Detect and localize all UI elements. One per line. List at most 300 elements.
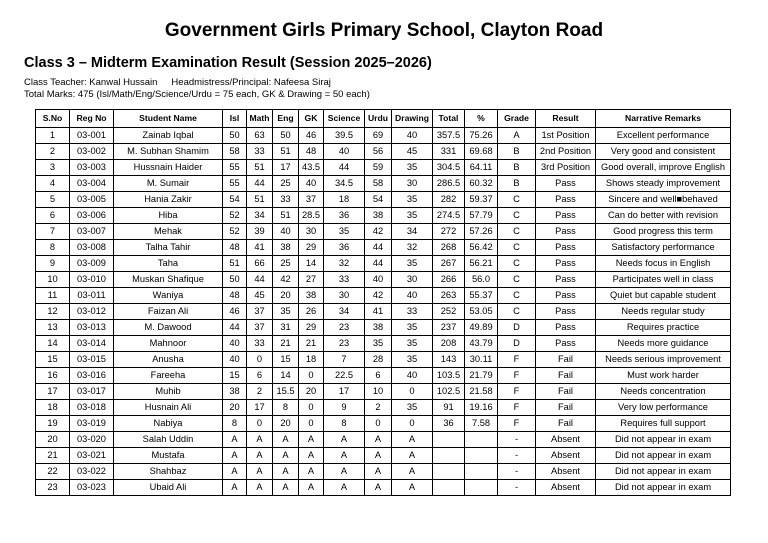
cell-student-name: Waniya <box>114 288 223 304</box>
class-teacher: Class Teacher: Kanwal Hussain <box>24 77 158 88</box>
cell-sno: 23 <box>36 480 70 496</box>
cell-remarks: Needs concentration <box>596 384 731 400</box>
cell-result: Pass <box>536 224 596 240</box>
cell-reg-no: 03-021 <box>70 448 114 464</box>
cell-reg-no: 03-013 <box>70 320 114 336</box>
cell-isl: 55 <box>223 176 247 192</box>
cell-percent: 21.58 <box>465 384 498 400</box>
cell-remarks: Requires practice <box>596 320 731 336</box>
cell-science: 30 <box>324 288 365 304</box>
cell-sno: 6 <box>36 208 70 224</box>
cell-urdu: 38 <box>365 208 392 224</box>
cell-percent: 56.21 <box>465 256 498 272</box>
cell-student-name: Anusha <box>114 352 223 368</box>
cell-total <box>433 432 465 448</box>
cell-math: 33 <box>247 336 273 352</box>
total-marks-note: Total Marks: 475 (Isl/Math/Eng/Science/Urdu = 75 each, GK & Drawing = 50 each) <box>24 89 370 100</box>
table-row <box>36 448 731 464</box>
cell-urdu: 56 <box>365 144 392 160</box>
cell-science: 34 <box>324 304 365 320</box>
cell-eng: 15 <box>273 352 299 368</box>
cell-student-name: Faizan Ali <box>114 304 223 320</box>
cell-urdu: 59 <box>365 160 392 176</box>
cell-drawing: 40 <box>392 288 433 304</box>
header-row <box>36 110 731 128</box>
cell-reg-no: 03-019 <box>70 416 114 432</box>
cell-urdu: A <box>365 480 392 496</box>
cell-percent: 60.32 <box>465 176 498 192</box>
column-header-drawing: Drawing <box>392 110 433 128</box>
cell-grade: C <box>498 288 536 304</box>
cell-sno: 20 <box>36 432 70 448</box>
table-row <box>36 176 731 192</box>
cell-reg-no: 03-004 <box>70 176 114 192</box>
cell-gk: 20 <box>299 384 324 400</box>
cell-urdu: 38 <box>365 320 392 336</box>
cell-drawing: 35 <box>392 400 433 416</box>
cell-percent: 57.26 <box>465 224 498 240</box>
cell-math: 17 <box>247 400 273 416</box>
cell-gk: 46 <box>299 128 324 144</box>
cell-grade: C <box>498 224 536 240</box>
cell-drawing: A <box>392 464 433 480</box>
cell-drawing: A <box>392 432 433 448</box>
table-row <box>36 416 731 432</box>
cell-drawing: 35 <box>392 160 433 176</box>
cell-result: Absent <box>536 432 596 448</box>
cell-gk: 28.5 <box>299 208 324 224</box>
column-header-student-name: Student Name <box>114 110 223 128</box>
cell-student-name: Husnain Ali <box>114 400 223 416</box>
cell-remarks: Must work harder <box>596 368 731 384</box>
cell-reg-no: 03-009 <box>70 256 114 272</box>
cell-eng: 25 <box>273 176 299 192</box>
cell-eng: 50 <box>273 128 299 144</box>
cell-drawing: 30 <box>392 272 433 288</box>
cell-remarks: Quiet but capable student <box>596 288 731 304</box>
table-row <box>36 144 731 160</box>
cell-math: 44 <box>247 176 273 192</box>
cell-student-name: Taha <box>114 256 223 272</box>
cell-science: A <box>324 464 365 480</box>
cell-percent <box>465 464 498 480</box>
column-header-math: Math <box>247 110 273 128</box>
cell-gk: 0 <box>299 368 324 384</box>
exam-title: Class 3 – Midterm Examination Result (Session 2025–2026) <box>24 55 432 71</box>
cell-urdu: 58 <box>365 176 392 192</box>
cell-isl: 54 <box>223 192 247 208</box>
results-body <box>36 128 731 496</box>
table-row <box>36 320 731 336</box>
cell-percent: 49.89 <box>465 320 498 336</box>
cell-total: 274.5 <box>433 208 465 224</box>
table-row <box>36 368 731 384</box>
column-header-remarks: Narrative Remarks <box>596 110 731 128</box>
cell-eng: 8 <box>273 400 299 416</box>
cell-reg-no: 03-022 <box>70 464 114 480</box>
cell-student-name: Muskan Shafique <box>114 272 223 288</box>
cell-reg-no: 03-008 <box>70 240 114 256</box>
cell-eng: 21 <box>273 336 299 352</box>
cell-result: Pass <box>536 304 596 320</box>
cell-grade: B <box>498 176 536 192</box>
cell-drawing: 35 <box>392 336 433 352</box>
cell-result: Absent <box>536 480 596 496</box>
cell-result: Pass <box>536 336 596 352</box>
staff-line <box>24 77 331 88</box>
cell-student-name: Mustafa <box>114 448 223 464</box>
cell-total: 91 <box>433 400 465 416</box>
cell-eng: 31 <box>273 320 299 336</box>
cell-gk: 37 <box>299 192 324 208</box>
cell-total: 252 <box>433 304 465 320</box>
table-row <box>36 352 731 368</box>
cell-total: 357.5 <box>433 128 465 144</box>
cell-drawing: 40 <box>392 368 433 384</box>
cell-isl: A <box>223 432 247 448</box>
cell-isl: 52 <box>223 208 247 224</box>
cell-remarks: Very good and consistent <box>596 144 731 160</box>
cell-percent: 21.79 <box>465 368 498 384</box>
cell-percent: 19.16 <box>465 400 498 416</box>
cell-result: 3rd Position <box>536 160 596 176</box>
cell-grade: F <box>498 400 536 416</box>
column-header-isl: Isl <box>223 110 247 128</box>
cell-urdu: 0 <box>365 416 392 432</box>
cell-reg-no: 03-003 <box>70 160 114 176</box>
cell-remarks: Shows steady improvement <box>596 176 731 192</box>
cell-total <box>433 480 465 496</box>
cell-student-name: Hania Zakir <box>114 192 223 208</box>
cell-student-name: Fareeha <box>114 368 223 384</box>
cell-math: A <box>247 480 273 496</box>
cell-reg-no: 03-010 <box>70 272 114 288</box>
cell-science: 18 <box>324 192 365 208</box>
cell-grade: C <box>498 192 536 208</box>
table-row <box>36 224 731 240</box>
column-header-reg-no: Reg No <box>70 110 114 128</box>
cell-isl: 48 <box>223 240 247 256</box>
cell-remarks: Did not appear in exam <box>596 480 731 496</box>
cell-total: 267 <box>433 256 465 272</box>
cell-science: 23 <box>324 320 365 336</box>
cell-student-name: M. Dawood <box>114 320 223 336</box>
cell-science: A <box>324 448 365 464</box>
cell-result: Fail <box>536 384 596 400</box>
cell-drawing: 32 <box>392 240 433 256</box>
cell-grade: F <box>498 368 536 384</box>
cell-result: 1st Position <box>536 128 596 144</box>
cell-urdu: 40 <box>365 272 392 288</box>
table-row <box>36 208 731 224</box>
cell-urdu: 42 <box>365 224 392 240</box>
table-row <box>36 240 731 256</box>
cell-science: 39.5 <box>324 128 365 144</box>
cell-total: 103.5 <box>433 368 465 384</box>
cell-gk: 26 <box>299 304 324 320</box>
cell-reg-no: 03-016 <box>70 368 114 384</box>
cell-remarks: Excellent performance <box>596 128 731 144</box>
cell-result: Pass <box>536 288 596 304</box>
cell-student-name: Salah Uddin <box>114 432 223 448</box>
cell-isl: 44 <box>223 320 247 336</box>
cell-science: 17 <box>324 384 365 400</box>
cell-gk: A <box>299 464 324 480</box>
cell-total: 102.5 <box>433 384 465 400</box>
cell-grade: C <box>498 304 536 320</box>
cell-student-name: M. Subhan Shamim <box>114 144 223 160</box>
cell-isl: 50 <box>223 272 247 288</box>
cell-student-name: Mahnoor <box>114 336 223 352</box>
cell-total: 304.5 <box>433 160 465 176</box>
table-row <box>36 464 731 480</box>
cell-math: 34 <box>247 208 273 224</box>
table-row <box>36 288 731 304</box>
cell-total: 36 <box>433 416 465 432</box>
cell-gk: 48 <box>299 144 324 160</box>
cell-student-name: Shahbaz <box>114 464 223 480</box>
cell-gk: 40 <box>299 176 324 192</box>
cell-isl: 15 <box>223 368 247 384</box>
cell-sno: 18 <box>36 400 70 416</box>
cell-percent <box>465 448 498 464</box>
table-row <box>36 128 731 144</box>
cell-math: 33 <box>247 144 273 160</box>
school-name: Government Girls Primary School, Clayton Road <box>164 20 604 41</box>
cell-math: 0 <box>247 352 273 368</box>
cell-result: Fail <box>536 352 596 368</box>
table-row <box>36 304 731 320</box>
cell-grade: C <box>498 272 536 288</box>
cell-isl: 55 <box>223 160 247 176</box>
table-row <box>36 256 731 272</box>
cell-grade: - <box>498 480 536 496</box>
cell-sno: 21 <box>36 448 70 464</box>
cell-gk: 29 <box>299 240 324 256</box>
cell-result: Pass <box>536 240 596 256</box>
cell-eng: A <box>273 480 299 496</box>
table-row <box>36 192 731 208</box>
cell-remarks: Sincere and well■behaved <box>596 192 731 208</box>
cell-total: 331 <box>433 144 465 160</box>
column-header-gk: GK <box>299 110 324 128</box>
cell-remarks: Needs focus in English <box>596 256 731 272</box>
cell-math: 66 <box>247 256 273 272</box>
cell-urdu: 28 <box>365 352 392 368</box>
cell-isl: 40 <box>223 352 247 368</box>
column-header-sno: S.No <box>36 110 70 128</box>
cell-eng: A <box>273 448 299 464</box>
cell-sno: 7 <box>36 224 70 240</box>
cell-student-name: Mehak <box>114 224 223 240</box>
cell-urdu: 69 <box>365 128 392 144</box>
cell-sno: 22 <box>36 464 70 480</box>
cell-isl: A <box>223 464 247 480</box>
cell-percent: 43.79 <box>465 336 498 352</box>
cell-percent: 75.26 <box>465 128 498 144</box>
cell-math: 39 <box>247 224 273 240</box>
cell-remarks: Did not appear in exam <box>596 448 731 464</box>
cell-percent: 7.58 <box>465 416 498 432</box>
cell-reg-no: 03-012 <box>70 304 114 320</box>
table-row <box>36 384 731 400</box>
cell-remarks: Requires full support <box>596 416 731 432</box>
cell-total: 286.5 <box>433 176 465 192</box>
cell-math: A <box>247 432 273 448</box>
cell-sno: 16 <box>36 368 70 384</box>
cell-isl: 51 <box>223 256 247 272</box>
cell-isl: 50 <box>223 128 247 144</box>
cell-grade: - <box>498 432 536 448</box>
cell-remarks: Good overall, improve English <box>596 160 731 176</box>
cell-percent: 59.37 <box>465 192 498 208</box>
cell-total: 263 <box>433 288 465 304</box>
cell-result: Pass <box>536 320 596 336</box>
cell-remarks: Needs regular study <box>596 304 731 320</box>
cell-eng: 38 <box>273 240 299 256</box>
cell-math: 41 <box>247 240 273 256</box>
cell-result: Absent <box>536 464 596 480</box>
cell-grade: - <box>498 448 536 464</box>
cell-math: 37 <box>247 304 273 320</box>
cell-science: 36 <box>324 240 365 256</box>
cell-reg-no: 03-006 <box>70 208 114 224</box>
column-header-urdu: Urdu <box>365 110 392 128</box>
cell-student-name: Hussnain Haider <box>114 160 223 176</box>
cell-result: Pass <box>536 256 596 272</box>
cell-grade: F <box>498 352 536 368</box>
cell-science: 22.5 <box>324 368 365 384</box>
cell-urdu: 42 <box>365 288 392 304</box>
cell-sno: 17 <box>36 384 70 400</box>
column-header-eng: Eng <box>273 110 299 128</box>
cell-student-name: Ubaid Ali <box>114 480 223 496</box>
cell-total <box>433 448 465 464</box>
cell-gk: 38 <box>299 288 324 304</box>
cell-science: 40 <box>324 144 365 160</box>
cell-remarks: Can do better with revision <box>596 208 731 224</box>
cell-sno: 13 <box>36 320 70 336</box>
cell-urdu: A <box>365 448 392 464</box>
cell-drawing: 35 <box>392 208 433 224</box>
cell-grade: F <box>498 384 536 400</box>
cell-math: 2 <box>247 384 273 400</box>
cell-drawing: 0 <box>392 384 433 400</box>
cell-result: Pass <box>536 208 596 224</box>
cell-urdu: 2 <box>365 400 392 416</box>
cell-science: 35 <box>324 224 365 240</box>
cell-drawing: 30 <box>392 176 433 192</box>
cell-isl: 8 <box>223 416 247 432</box>
cell-eng: 25 <box>273 256 299 272</box>
cell-grade: A <box>498 128 536 144</box>
cell-gk: A <box>299 480 324 496</box>
cell-urdu: 6 <box>365 368 392 384</box>
cell-eng: 40 <box>273 224 299 240</box>
cell-result: Pass <box>536 176 596 192</box>
cell-eng: A <box>273 432 299 448</box>
cell-math: 51 <box>247 160 273 176</box>
cell-result: Fail <box>536 416 596 432</box>
column-header-percent: % <box>465 110 498 128</box>
cell-math: 37 <box>247 320 273 336</box>
cell-gk: 27 <box>299 272 324 288</box>
cell-sno: 9 <box>36 256 70 272</box>
cell-total: 237 <box>433 320 465 336</box>
cell-percent: 56.0 <box>465 272 498 288</box>
cell-reg-no: 03-023 <box>70 480 114 496</box>
cell-gk: 21 <box>299 336 324 352</box>
cell-gk: 43.5 <box>299 160 324 176</box>
cell-reg-no: 03-020 <box>70 432 114 448</box>
cell-remarks: Needs serious improvement <box>596 352 731 368</box>
cell-reg-no: 03-018 <box>70 400 114 416</box>
cell-science: 33 <box>324 272 365 288</box>
cell-total <box>433 464 465 480</box>
cell-student-name: Zainab Iqbal <box>114 128 223 144</box>
cell-sno: 15 <box>36 352 70 368</box>
cell-grade: C <box>498 208 536 224</box>
cell-result: Fail <box>536 368 596 384</box>
cell-grade: C <box>498 240 536 256</box>
table-row <box>36 480 731 496</box>
cell-math: 44 <box>247 272 273 288</box>
cell-total: 268 <box>433 240 465 256</box>
results-table <box>35 109 731 496</box>
cell-result: 2nd Position <box>536 144 596 160</box>
cell-result: Pass <box>536 192 596 208</box>
column-header-grade: Grade <box>498 110 536 128</box>
cell-sno: 11 <box>36 288 70 304</box>
cell-remarks: Did not appear in exam <box>596 464 731 480</box>
cell-percent: 56.42 <box>465 240 498 256</box>
cell-remarks: Very low performance <box>596 400 731 416</box>
table-row <box>36 160 731 176</box>
cell-gk: 14 <box>299 256 324 272</box>
cell-grade: - <box>498 464 536 480</box>
cell-grade: C <box>498 256 536 272</box>
cell-urdu: 35 <box>365 336 392 352</box>
cell-percent <box>465 480 498 496</box>
cell-eng: 51 <box>273 144 299 160</box>
cell-math: 51 <box>247 192 273 208</box>
cell-result: Pass <box>536 272 596 288</box>
cell-eng: 20 <box>273 416 299 432</box>
cell-student-name: Talha Tahir <box>114 240 223 256</box>
cell-grade: B <box>498 160 536 176</box>
cell-percent <box>465 432 498 448</box>
cell-isl: 40 <box>223 336 247 352</box>
cell-gk: 30 <box>299 224 324 240</box>
cell-isl: A <box>223 480 247 496</box>
cell-sno: 19 <box>36 416 70 432</box>
cell-sno: 4 <box>36 176 70 192</box>
table-row <box>36 336 731 352</box>
cell-reg-no: 03-007 <box>70 224 114 240</box>
cell-urdu: 44 <box>365 256 392 272</box>
cell-total: 143 <box>433 352 465 368</box>
cell-student-name: Nabiya <box>114 416 223 432</box>
cell-urdu: 10 <box>365 384 392 400</box>
column-header-science: Science <box>324 110 365 128</box>
cell-drawing: 33 <box>392 304 433 320</box>
cell-eng: 17 <box>273 160 299 176</box>
cell-student-name: Hiba <box>114 208 223 224</box>
cell-total: 208 <box>433 336 465 352</box>
cell-sno: 2 <box>36 144 70 160</box>
cell-drawing: 35 <box>392 256 433 272</box>
cell-isl: 46 <box>223 304 247 320</box>
